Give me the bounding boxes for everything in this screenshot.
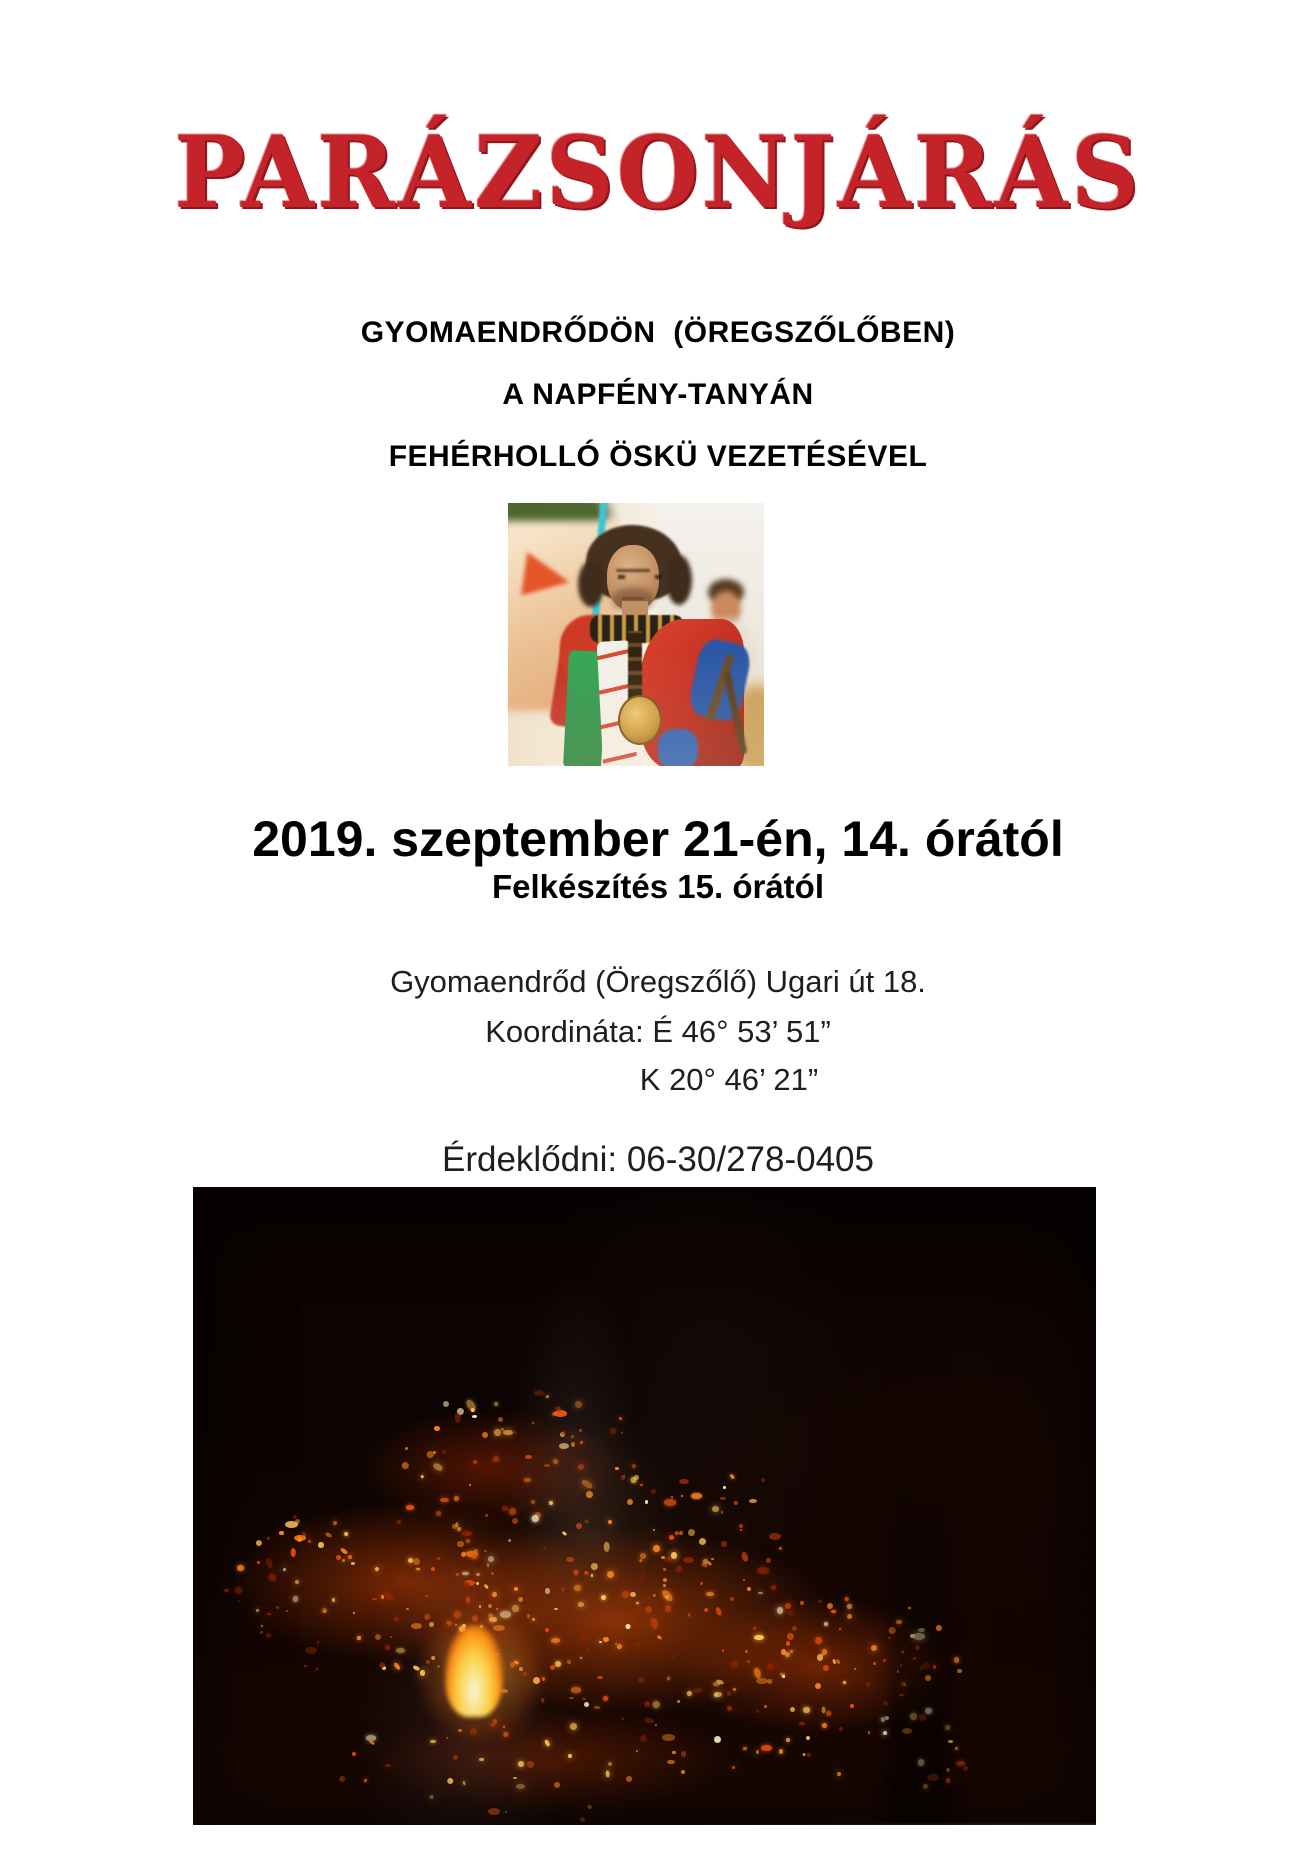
address-line: Gyomaendrőd (Öregszőlő) Ugari út 18.	[390, 964, 926, 999]
embers-photo	[193, 1187, 1096, 1825]
event-date: 2019. szeptember 21-én, 14. órától	[252, 811, 1064, 867]
coordinate-north: Koordináta: É 46° 53’ 51”	[485, 1014, 831, 1049]
coordinate-east: K 20° 46’ 21”	[639, 1062, 819, 1097]
photo-bottom-shadow	[599, 1824, 1096, 1825]
poster-title: PARÁZSONJÁRÁS	[174, 114, 1142, 232]
shaman-photo	[508, 503, 764, 766]
subtitle-location: GYOMAENDRŐDÖN (ÖREGSZŐLŐBEN)	[360, 316, 956, 349]
subtitle-leader: FEHÉRHOLLÓ ÖSKÜ VEZETÉSÉVEL	[388, 440, 928, 473]
warm-light-overlay	[508, 503, 764, 766]
vignette	[193, 1187, 1096, 1825]
subtitle-venue: A NAPFÉNY-TANYÁN	[502, 378, 814, 411]
event-prep-time: Felkészítés 15. órától	[492, 868, 824, 905]
contact-line: Érdeklődni: 06-30/278-0405	[442, 1140, 874, 1179]
